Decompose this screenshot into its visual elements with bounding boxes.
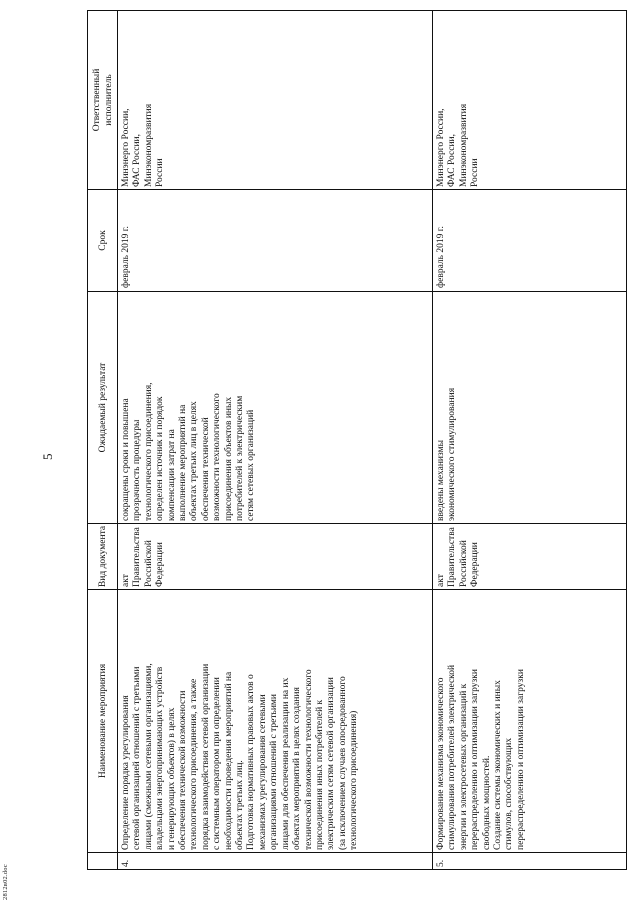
responsible-executor: Минэнерго России, ФАС России, Минэкономразвития России (436, 103, 481, 187)
header-doc-type: Вид документа (97, 525, 108, 588)
responsible-executor: Минэнерго России, ФАС России, Минэкономразвития России (121, 103, 166, 187)
page-number: 5 (40, 453, 55, 460)
measure-name: Формирование механизма экономического стимулирования потребителей электрической энергии и электросетевых организаций к перераспределению и оптимизации загрузки свободных мощностей. Создание системы экономических и иных стимулов, способствующих перераспределению и оптимизации загрузки (436, 664, 526, 850)
row-number: 4. (121, 859, 131, 867)
header-deadline: Срок (97, 230, 108, 251)
file-label: 2812в02.doc (2, 864, 9, 900)
column-divider (87, 852, 627, 853)
header-bottom-border (117, 10, 118, 870)
table-right-border (87, 10, 627, 11)
table-left-border (87, 869, 627, 870)
header-executor: Ответственный исполнитель (91, 68, 114, 132)
measure-name: Определение порядка урегулирования сетевой организацией отношений с третьими лицами (смежными сетевыми организациями, владельцами энергопринимающих устройств и генерирующих объектов) в целях обеспечения технической возможности технологического присоединения, а также порядка взаимодействия сетевой организации с системным оператором при определении необходимости проведения мероприятий на объектах третьих лиц. Подготовка нормативных правовых актов о механизмах урегулирования сетевыми организациями отношений с третьими лицами для обеспечения реализации на их объектах мероприятий в целях создания технической возможности технологического присоединения иных потребителей к электрическим сетям сетевой организации (за исключением случаев опосредованного технологического присоединения) (121, 663, 360, 850)
document-type: акт Правительства Российской Федерации (121, 527, 166, 587)
column-divider (87, 523, 627, 524)
header-result: Ожидаемый результат (97, 362, 108, 453)
header-name: Наименование мероприятия (97, 663, 108, 779)
deadline: февраль 2019 г. (121, 226, 131, 288)
table-bottom-border (626, 10, 627, 870)
deadline: февраль 2019 г. (436, 226, 446, 288)
row-divider (432, 10, 433, 870)
column-divider (87, 589, 627, 590)
column-divider (87, 189, 627, 190)
measures-table (87, 10, 627, 870)
column-divider (87, 291, 627, 292)
expected-result: введены механизмы экономического стимулирования (436, 387, 458, 521)
expected-result: сокращены сроки и повышена прозрачность процедуры технологического присоединения, определен источник и порядок компенсации затрат на выполнение мероприятий на объектах третьих лиц в целях обеспечения технической возможности технологического присоединения объектов иных потребителей к электрическим сетям сетевых организаций (121, 382, 257, 521)
document-type: акт Правительства Российской Федерации (436, 527, 481, 587)
row-number: 5. (436, 859, 446, 867)
